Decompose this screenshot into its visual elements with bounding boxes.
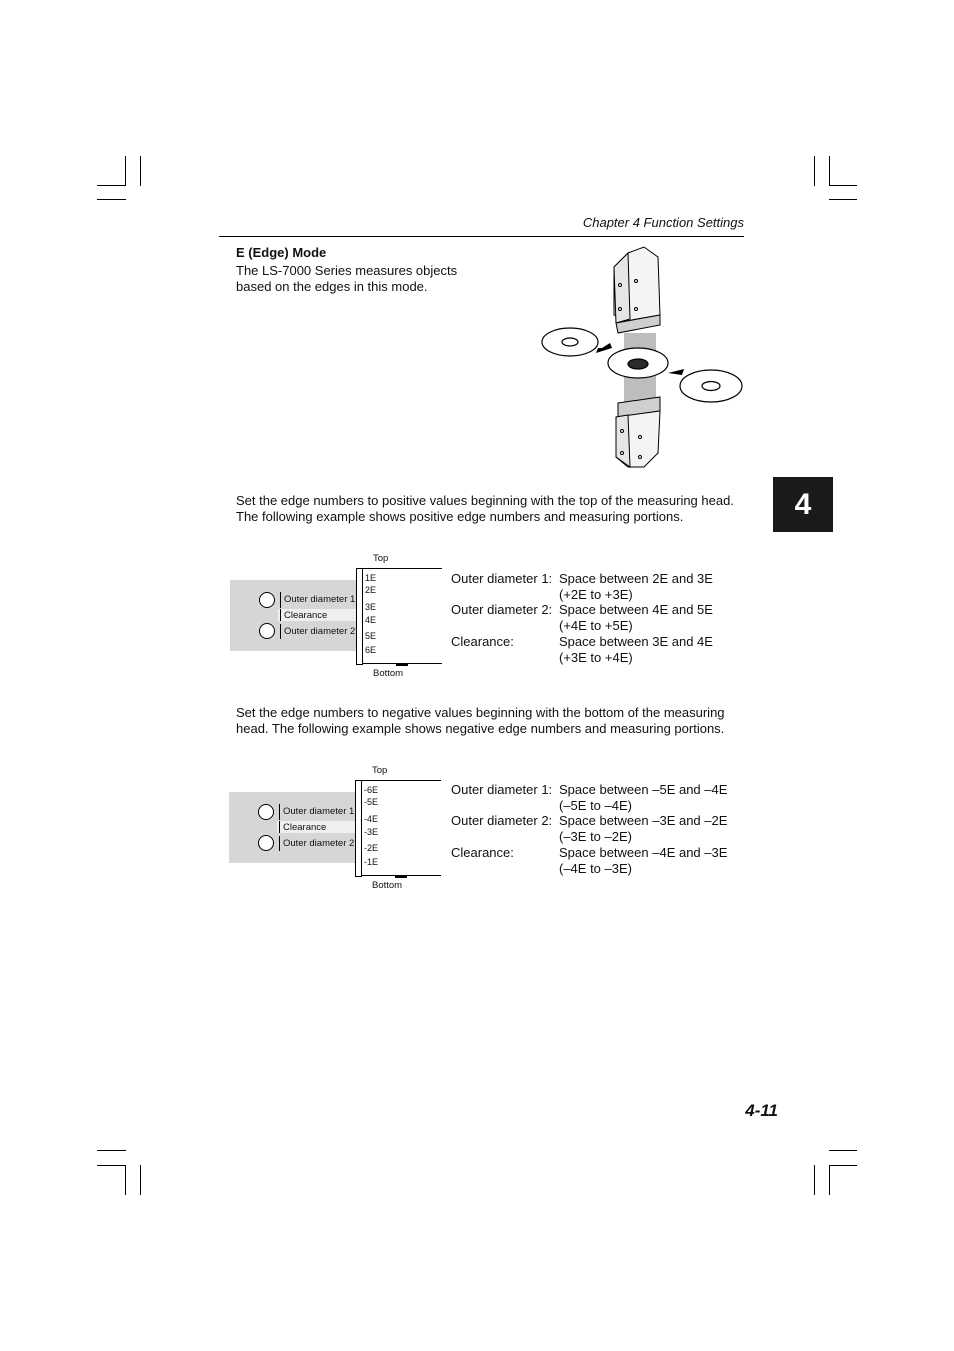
definition-desc: Space between –3E and –2E	[559, 813, 728, 829]
top-label: Top	[373, 553, 389, 564]
edge-label: -3E	[364, 827, 379, 837]
edge-label: 4E	[365, 615, 377, 625]
positive-paragraph: Set the edge numbers to positive values beginning with the top of the measuring head. The following example shows positive edge numbers and measuring portions.	[236, 493, 734, 524]
crop-mark	[829, 1165, 830, 1195]
crop-mark	[829, 1150, 857, 1151]
edge-label: -4E	[364, 814, 379, 824]
edge-label: -2E	[364, 843, 379, 853]
center-disk	[608, 348, 668, 378]
definition-term: Outer diameter 1:	[451, 782, 553, 797]
brace	[280, 609, 281, 621]
label-outer-diameter-2: Outer diameter 2	[284, 626, 356, 637]
crop-mark	[97, 1165, 126, 1166]
chapter-header: Chapter 4 Function Settings	[582, 215, 744, 230]
negative-edge-diagram	[229, 765, 444, 905]
edge-label: -1E	[364, 857, 379, 867]
transmitter-head	[614, 247, 660, 333]
definition-desc: Space between 2E and 3E	[559, 571, 713, 586]
crop-mark	[125, 1165, 126, 1195]
edge-label: -6E	[364, 785, 379, 795]
crop-mark	[125, 156, 126, 186]
edge-label: -5E	[364, 797, 379, 807]
target-circle	[259, 592, 275, 608]
definition-range: (–4E to –3E)	[559, 860, 632, 876]
definition-term: Clearance:	[451, 844, 514, 860]
definition-range: (+3E to +4E)	[559, 649, 633, 665]
positive-edge-diagram	[230, 553, 445, 693]
definition-desc: Space between 4E and 5E	[559, 602, 713, 618]
target-circle	[259, 623, 275, 639]
header-rule	[219, 236, 744, 237]
definition-desc: Space between 3E and 4E	[559, 633, 713, 649]
bottom-label: Bottom	[373, 668, 404, 679]
page-number: 4-11	[745, 1101, 778, 1120]
section-intro: The LS-7000 Series measures objects based on the edges in this mode.	[236, 263, 458, 294]
edge-label: 3E	[365, 602, 377, 612]
left-disk	[542, 328, 598, 356]
target-circle	[258, 835, 274, 851]
measuring-head-illustration	[540, 245, 748, 473]
definition-term: Outer diameter 2:	[451, 602, 553, 618]
crop-mark	[97, 185, 126, 186]
definition-term: Outer diameter 2:	[451, 813, 553, 829]
crop-mark	[829, 199, 857, 200]
label-outer-diameter-1: Outer diameter 1	[283, 806, 355, 817]
definition-range: (+2E to +3E)	[559, 586, 633, 602]
label-outer-diameter-2: Outer diameter 2	[283, 838, 355, 849]
crop-mark	[829, 156, 830, 186]
definition-desc: Space between –5E and –4E	[559, 782, 728, 797]
negative-paragraph: Set the edge numbers to negative values beginning with the bottom of the measuring head. The following example shows negative edge numbers and measuring portions.	[236, 705, 725, 736]
crop-mark	[829, 185, 857, 186]
edge-label: 1E	[365, 573, 377, 583]
receiver-head	[616, 397, 660, 467]
brace	[279, 804, 280, 820]
positive-definitions	[451, 571, 713, 665]
edge-label: 6E	[365, 645, 377, 655]
crop-mark	[140, 156, 141, 186]
brace	[279, 836, 280, 851]
bottom-label: Bottom	[372, 880, 403, 891]
section-title: E (Edge) Mode	[236, 245, 327, 260]
brace	[280, 624, 281, 639]
definition-term: Outer diameter 1:	[451, 571, 553, 586]
definition-desc: Space between –4E and –3E	[559, 844, 728, 860]
label-outer-diameter-1: Outer diameter 1	[284, 594, 356, 605]
crop-mark	[97, 199, 126, 200]
arrow-left-icon	[596, 343, 612, 353]
crop-mark	[97, 1150, 126, 1151]
definition-range: (+4E to +5E)	[559, 618, 633, 634]
crop-mark	[814, 156, 815, 186]
brace	[279, 821, 280, 833]
definition-term: Clearance:	[451, 633, 514, 649]
crop-mark	[140, 1165, 141, 1195]
label-clearance: Clearance	[283, 822, 327, 833]
chapter-tab: 4	[773, 477, 833, 532]
edge-label: 5E	[365, 631, 377, 641]
top-label: Top	[372, 765, 388, 776]
arrow-right-icon	[668, 369, 684, 375]
crop-mark	[829, 1165, 857, 1166]
definition-range: (–3E to –2E)	[559, 829, 632, 845]
negative-definitions	[451, 782, 727, 876]
brace	[280, 592, 281, 608]
right-disk	[680, 370, 742, 402]
crop-mark	[814, 1165, 815, 1195]
target-circle	[258, 804, 274, 820]
edge-label: 2E	[365, 585, 377, 595]
definition-range: (–5E to –4E)	[559, 797, 632, 813]
label-clearance: Clearance	[284, 610, 328, 621]
